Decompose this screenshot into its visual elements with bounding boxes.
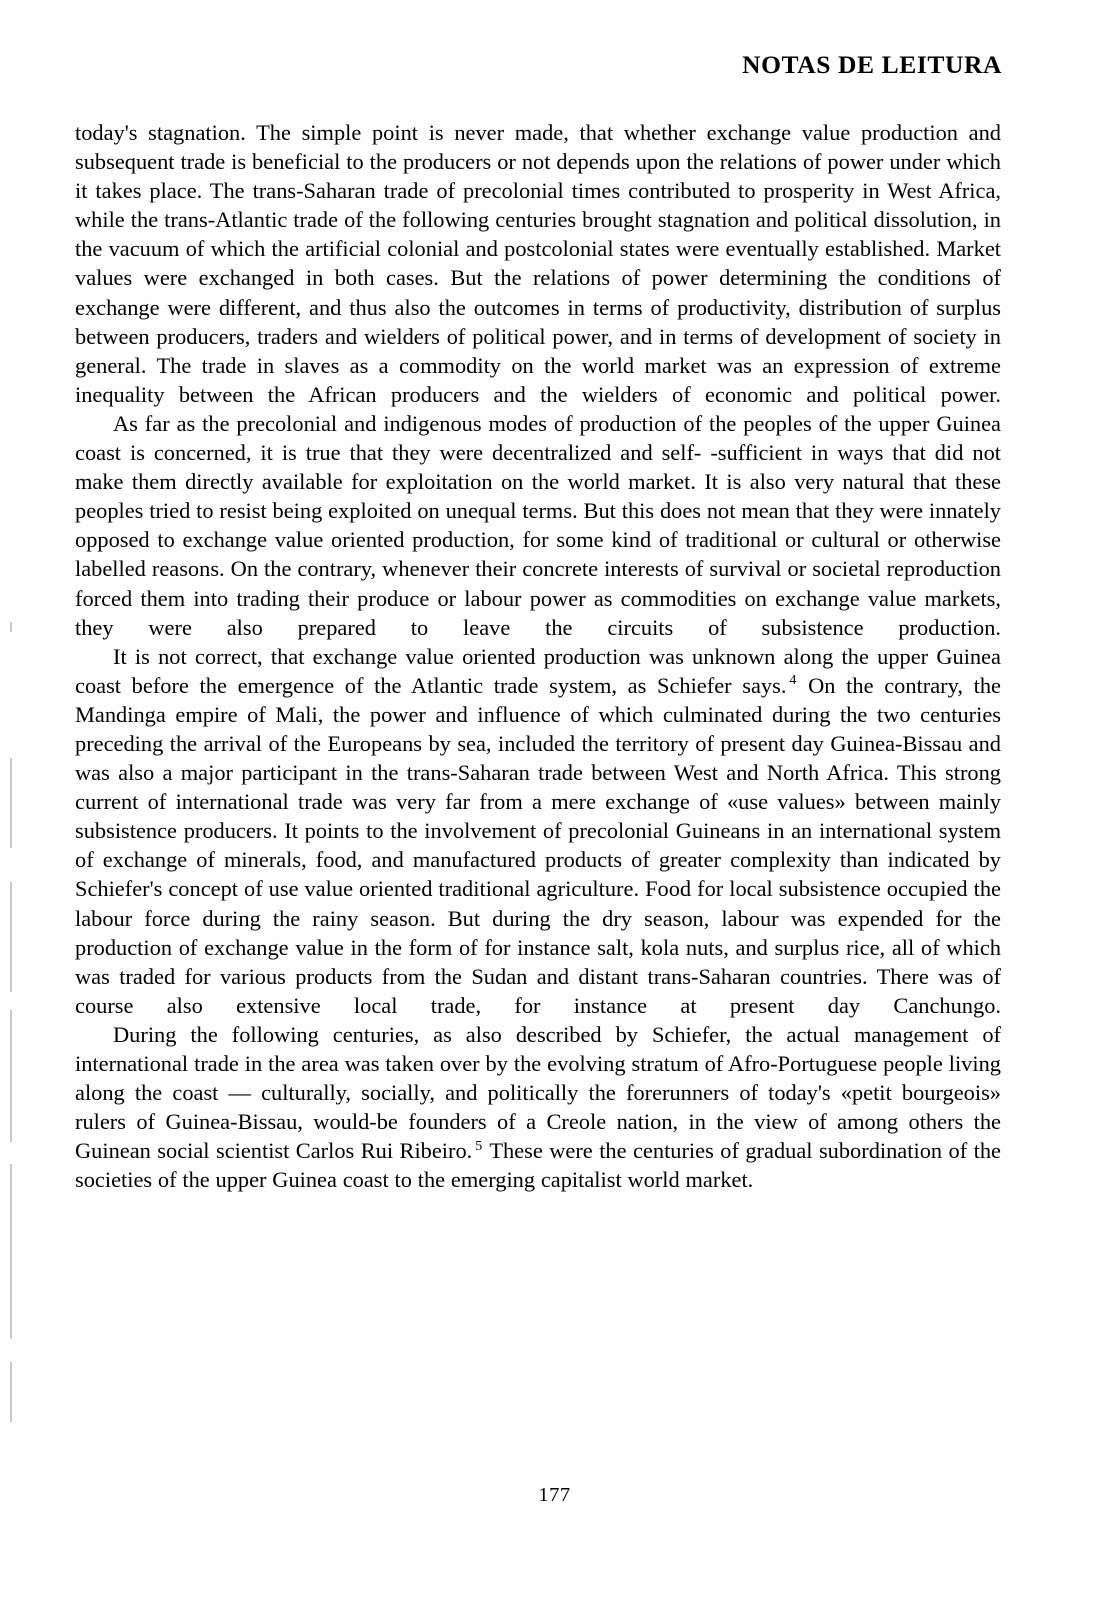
paragraph-1: today's stagnation. The simple point is never made, that whether exchange value production and subsequent trade is beneficial to the producers or not depends upon the relations of power under which it takes place. The trans-Saharan trade of precolonial times contributed to prosperity in West Africa, while the trans-Atlantic trade of the following centuries brought stagnation and political dissolution, in the vacuum of which the artificial colonial and postcolonial states were eventually established. Market values were exchanged in both cases. But the relations of power determining the conditions of exchange were different, and thus also the outcomes in terms of productivity, distribution of surplus between producers, traders and wielders of political power, and in terms of development of society in general. The trade in slaves as a commodity on the world market was an expression of extreme inequality between the African producers and the wielders of economic and political power. [75, 120, 1001, 407]
paragraph-2: As far as the precolonial and indigenous modes of production of the peoples of the upper Guinea coast is concerned, it is true that they were decentralized and self- -sufficient in ways that did not make them directly available for exploitation on the world market. It is also very natural that these peoples tried to resist being exploited on unequal terms. But this does not mean that they were innately opposed to exchange value oriented production, for some kind of traditional or cultural or otherwise labelled reasons. On the contrary, whenever their concrete interests of survival or societal reproduction forced them into trading their produce or labour power as commodities on exchange value markets, they were also prepared to leave the circuits of subsistence production. [75, 410, 1001, 640]
running-head: NOTAS DE LEITURA [742, 50, 1002, 79]
page-number: 177 [538, 1484, 571, 1506]
paragraph-4 [75, 1020, 1001, 1195]
margin-bar [10, 622, 12, 632]
paragraph-3 [75, 642, 1001, 1020]
margin-bar [10, 1010, 12, 1142]
margin-bar [10, 1164, 12, 1339]
footnote-marker-4[interactable]: 4 [789, 673, 797, 689]
paragraph-3-text-after-note: On the contrary, the Mandinga empire of Mali, the power and influence of which culminated during the two centuries preceding the arrival of the Europeans by sea, included the territory of present day Guinea-Bissau and was also a major participant in the trans-Saharan trade between West and North Africa. This strong current of international trade was very far from a mere exchange of «use values» between mainly subsistence producers. It points to the involvement of precolonial Guineans in an international system of exchange of minerals, food, and manufactured products of greater complexity than indicated by Schiefer's concept of use value oriented traditional agriculture. Food for local subsistence occupied the labour force during the rainy season. But during the dry season, labour was expended for the production of exchange value in the form of for instance salt, kola nuts, and surplus rice, all of which was traded for various products from the Sudan and distant trans-Saharan countries. There was of course also extensive local trade, for instance at present day Canchungo. [75, 672, 1001, 1018]
paragraph-4-text-before-note: During the following centuries, as also described by Schiefer, the actual management of international trade in the area was taken over by the evolving stratum of Afro-Portuguese people living along the coast — culturally, socially, and politically the forerunners of today's «petit bourgeois» rulers of Guinea-Bissau, would-be founders of a Creole nation, in the view of among others the Guinean social scientist Carlos Rui Ribeiro. [75, 1021, 1001, 1164]
paragraph-4-text-after-note: These were the centuries of gradual subordination of the societies of the upper Guinea coast to the emerging capitalist world market. [75, 1138, 1001, 1193]
margin-bar [10, 758, 12, 848]
body-text-block [75, 118, 1001, 1194]
margin-bar [10, 1362, 12, 1422]
footnote-marker-5[interactable]: 5 [475, 1138, 483, 1154]
scan-margin-artifacts [0, 0, 60, 1620]
margin-bar [10, 882, 12, 992]
paragraph-3-text-before-note: It is not correct, that exchange value oriented production was unknown along the upper Guinea coast before the emergence of the Atlantic trade system, as Schiefer says. [75, 643, 1001, 698]
